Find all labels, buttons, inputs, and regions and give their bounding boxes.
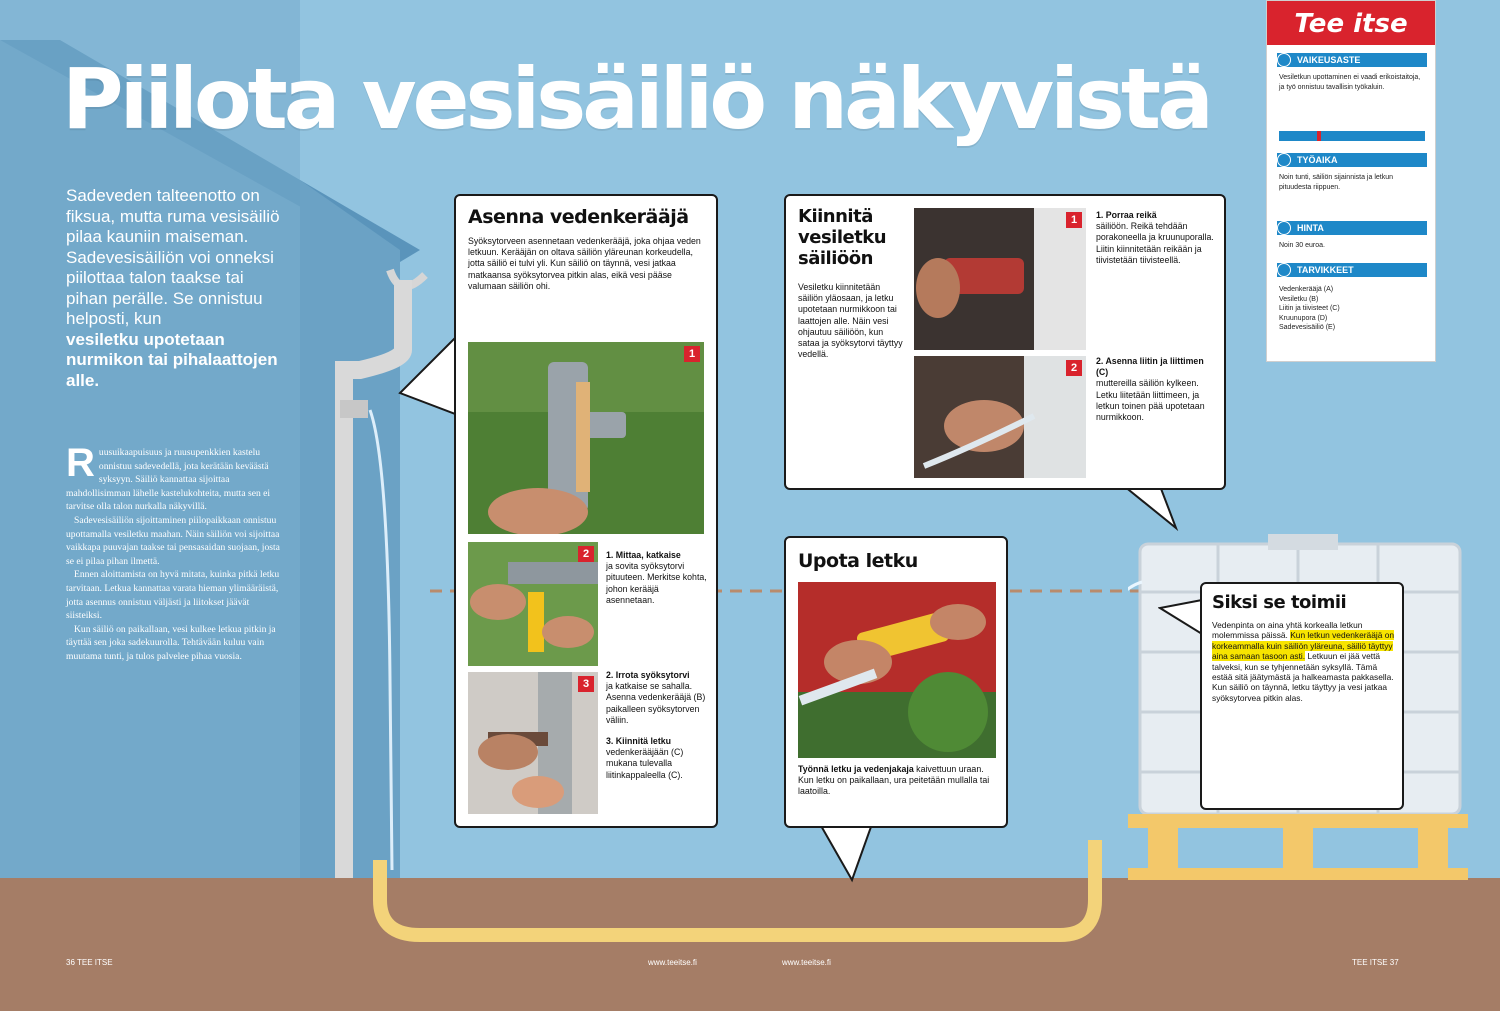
step-title: 2. Irrota syöksytorvi	[606, 670, 690, 680]
footer-center-right: www.teeitse.fi	[782, 958, 831, 967]
tee-itse-sidebar	[1266, 0, 1436, 362]
body-paragraph-4: Kun säiliö on paikallaan, vesi kulkee letkua pitkin ja täyttää sen joka sadekuurolla. Tehtävään kuluu vain muutama tunti, ja tulos palvelee pihaa vuosia.	[66, 623, 276, 662]
panel1-title: Asenna vedenkerääjä	[468, 206, 689, 228]
footer-center-left: www.teeitse.fi	[648, 958, 697, 967]
step-title: 1. Porraa reikä	[1096, 210, 1157, 220]
sidebar-heading-time: TYÖAIKA	[1277, 153, 1427, 167]
toolbox-icon	[1277, 263, 1291, 277]
difficulty-bar	[1279, 131, 1425, 141]
supply-item: Vedenkerääjä (A)	[1279, 286, 1334, 293]
photo-bury-hose	[798, 582, 996, 758]
difficulty-marker	[1317, 131, 1321, 141]
panel3-title: Upota letku	[798, 550, 918, 572]
panel2-step-2	[1096, 356, 1216, 423]
clock-icon	[1277, 153, 1291, 167]
panel4-text1: Vedenpinta on aina yhtä korkealla letkun molemmissa päissä.	[1212, 620, 1363, 641]
photo-attach-hose	[468, 672, 598, 814]
panel1-step-3	[606, 736, 708, 781]
step-title: 3. Kiinnitä letku	[606, 736, 672, 746]
caption-text: kaivettuun uraan. Kun letku on paikallaan, ura peitetään mullalla tai laatoilla.	[798, 764, 990, 797]
photo-collector	[468, 342, 704, 534]
sidebar-heading-difficulty: VAIKEUSASTE	[1277, 53, 1427, 67]
step-text: muttereilla säiliön kylkeen. Letku liitetään liittimeen, ja letkun toinen pää upotetaan nurmikkoon.	[1096, 378, 1205, 423]
supply-item: Liitin ja tiivisteet (C)	[1279, 305, 1340, 312]
sidebar-heading-price: HINTA	[1277, 221, 1427, 235]
body-text	[66, 441, 284, 664]
footer-left: 36 TEE ITSE	[66, 958, 113, 967]
panel-attach-hose-tank	[784, 194, 1226, 490]
panel3-caption	[798, 764, 998, 798]
supply-item: Vesiletku (B)	[1279, 295, 1319, 303]
step-text: säiliöön. Reikä tehdään porakoneella ja kruunuporalla. Liitin kiinnitetään reikään ja tiivistetään tiivisteellä.	[1096, 221, 1214, 265]
tee-itse-badge: Tee itse	[1267, 1, 1435, 45]
panel1-pointer	[398, 335, 462, 425]
panel-why-it-works	[1200, 582, 1404, 810]
photo-number: 2	[578, 546, 594, 562]
step-text: ja sovita syöksytorvi pituuteen. Merkitse kohta, johon kerääjä asennetaan.	[606, 561, 707, 605]
photo-number: 3	[578, 676, 594, 692]
sidebar-supplies-list	[1279, 285, 1427, 333]
photo-number: 1	[684, 346, 700, 362]
panel1-intro: Syöksytorveen asennetaan vedenkerääjä, joka ohjaa veden letkuun. Kerääjän on oltava säiliön yläreunan korkeudella, jotta säiliö ei tulvi yli. Kun säiliö on täynnä, vesi jatkaa matkaansa syöksytorvea pitkin alas, eikä vesi pääse valumaan säiliön ohi.	[468, 236, 701, 291]
lead-paragraph	[66, 186, 284, 391]
lead-bold-text: vesiletku upotetaan nurmikon tai pihalaattojen alle.	[66, 329, 278, 390]
panel2-title: Kiinnitä vesiletku säiliöön	[798, 206, 887, 269]
sidebar-heading-supplies: TARVIKKEET	[1277, 263, 1427, 277]
panel4-title: Siksi se toimii	[1212, 592, 1347, 613]
lead-text: Sadeveden talteenotto on fiksua, mutta ruma vesisäiliö pilaa kauniin maiseman. Sadevesisäiliön voi onneksi piilottaa talon taakse tai pihan perälle. Se onnistuu helposti, kun	[66, 186, 280, 328]
sidebar-text-difficulty: Vesiletkun upottaminen ei vaadi erikoistaitoja, ja työ onnistuu tavallisin työkaluin.	[1279, 74, 1421, 91]
buried-hose	[360, 840, 1120, 950]
dropcap: R	[66, 441, 95, 485]
body-paragraph-1: uusuikaapuisuus ja ruusupenkkien kastelu onnistuu sadevedellä, jota kerätään keväästä syksyyn. Säiliö kannattaa sijoittaa mahdollisimman lähelle kastelukohteita, mutta sen ei tarvitse olla talon nurkalla näkyvillä.	[66, 447, 271, 513]
photo-number: 2	[1066, 360, 1082, 376]
step-text: ja katkaise se sahalla. Asenna vedenkerääjä (B) paikalleen syöksytorven väliin.	[606, 681, 706, 725]
photo-drill-tank	[914, 208, 1086, 350]
photo-cut-pipe	[468, 542, 598, 666]
page-title: Piilota vesisäiliö näkyvistä	[62, 50, 1210, 148]
euro-icon	[1277, 221, 1291, 235]
panel2-text: Vesiletku kiinnitetään säiliön yläosaan, ja letku upotetaan nurmikkoon tai laattojen alle. Näin vesi ohjautuu säiliöön, kun sataa ja syöksytorvi täyttyy vedellä.	[798, 282, 903, 360]
photo-attach-fitting	[914, 356, 1086, 478]
supply-item: Sadevesisäiliö (E)	[1279, 324, 1336, 331]
photo-number: 1	[1066, 212, 1082, 228]
body-paragraph-3: Ennen aloittamista on hyvä mitata, kuinka pitkä letku tarvitaan. Letkua kannattaa varata hieman ylimääräistä, jotta asennus onnistuu väljästi ja liitokset jäävät siisteiksi.	[66, 569, 280, 622]
step-title: 2. Asenna liitin ja liittimen (C)	[1096, 356, 1204, 378]
panel4-body	[1212, 620, 1398, 703]
panel4-pointer	[1158, 598, 1204, 638]
sidebar-text-time: Noin tunti, säiliön sijainnista ja letkun pituudesta riippuen.	[1279, 174, 1394, 191]
panel1-step-1	[606, 550, 708, 606]
caption-bold: Työnnä letku ja vedenjakaja	[798, 764, 914, 774]
footer-right: TEE ITSE 37	[1352, 958, 1399, 967]
panel4-highlight: Kun letkun vedenkerääjä on korkeammalla kuin säiliön yläreuna, säiliö täyttyy aina samaan tasoon asti.	[1212, 630, 1395, 662]
panel4-text2: Letkuun ei jää vettä talveksi, kun se tyhjennetään syksyllä. Tämä estää sitä jäätymästä ja halkeamasta pakkasella. Kun säiliö on täynnä, letku täyttyy ja vesi jatkaa syöksytorvea pitkin alas.	[1212, 651, 1394, 703]
panel2-step-1	[1096, 210, 1216, 266]
panel2-pointer	[1120, 486, 1184, 532]
body-paragraph-2: Sadevesisäiliön sijoittaminen piilopaikkaan onnistuu upottamalla vesiletku maahan. Näin säiliön voi sijoittaa vaikkapa puuvajan taakse tai pensasaidan suojaan, josta se ei pilaa pihan ilmettä.	[66, 514, 280, 567]
panel3-pointer	[818, 824, 878, 884]
difficulty-icon	[1277, 53, 1291, 67]
step-title: 1. Mittaa, katkaise	[606, 550, 681, 560]
panel1-step-2	[606, 670, 708, 726]
step-text: vedenkerääjään (C) mukana tulevalla liitinkappaleella (C).	[606, 747, 684, 780]
sidebar-text-price: Noin 30 euroa.	[1279, 242, 1325, 249]
panel-install-collector	[454, 194, 718, 828]
panel-bury-hose	[784, 536, 1008, 828]
supply-item: Kruunupora (D)	[1279, 314, 1328, 322]
